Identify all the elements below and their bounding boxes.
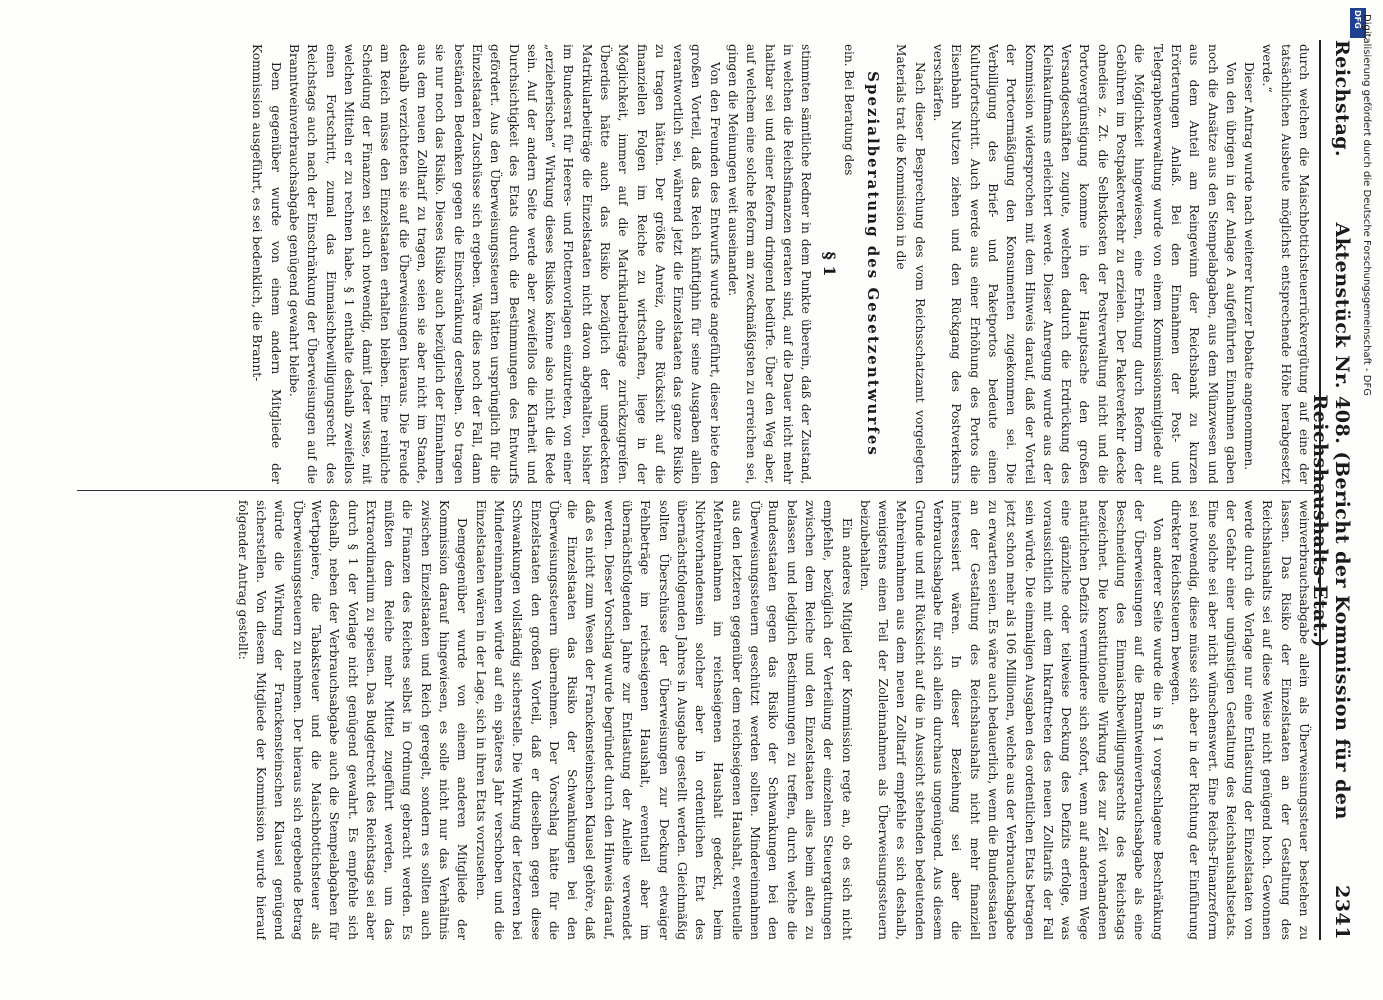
column-divider (77, 490, 1317, 491)
paragraph: weinverbrauchsabgabe allein als Überweisungssteuer bestehen zu lassen. Das Risiko der Einzelstaaten an der Gestaltung des Reichshaushalts sei auf diese Weise nicht genügend hoch. Gewonnen werde durch die Vorlage nur eine Entlastung der Einzelstaaten von der Gefahr einer ungünstigen Gestaltung des Reichshaushaltsetats. Eine solche sei aber nicht wünschenswert. Eine Reichs-Finanzreform sei notwendig, diese müsse sich aber in der Richtung der Einführung direkter Reichssteuern bewegen. (1168, 500, 1311, 940)
left-column (73, 44, 1313, 484)
paragraph: Von den übrigen in der Anlage A aufgeführten Einnahmen gaben noch die Ansätze aus den Stempelabgaben, aus dem Münzwesen und aus dem Anteil am Reingewinn der Reichsbank zu kurzen Erörterungen Anlaß. Bei den Einnahmen der Post- und Telegraphenverwaltung wurde von einem Kommissionsmitgliede auf die Möglichkeit hingewiesen, eine Erhöhung durch Reform der Gebühren im Postpaketverkehr zu erzielen. Der Paketverkehr decke ohnedies z. Zt. die Selbstkosten der Postverwaltung nicht und die Portovergünstigung komme in der Hauptsache den großen Versandgeschäften zugute, welchen dadurch die Erdrückung des Kleinkaufmanns erleichtert werde. Dieser Anregung wurde aus der Kommission widersprochen mit dem Hinweis darauf, daß der Vorteil der Portoermäßigung den Konsumenten zugekommen sei. Die Verbilligung des Brief- und Paketportos bedeute einen Kulturfortschritt. Auch werde aus einer Erhöhung des Portos die Eisenbahn Nutzen ziehen und den Rückgang des Postverkehrs verschärfen. (931, 44, 1238, 484)
paragraph: Von anderer Seite wurde die in § 1 vorgeschlagene Beschränkung der Überweisungen auf die Branntweinverbrauchsabgabe als eine Beschneidung des Einmaischbewilligungsrechts des Reichstags bezeichnet. Die konstitutionelle Wirkung des zur Zeit vorhandenen natürlichen Defizits vermindere sich sofort, wenn auf anderem Wege eine gänzliche oder teilweise Deckung des Defizits erfolge, was voraussichtlich mit dem Inkrafttreten des neuen Zolltarifs der Fall sein würde. Die einmaligen Ausgaben des ordentlichen Etats betragen jetzt schon mehr als 106 Millionen, welche aus der Verbrauchsabgabe zu erwarten seien. Es wäre auch bedauerlich, wenn die Bundesstaaten an der Gestaltung des Reichshaushalts nicht mehr finanziell interessiert wären. In dieser Beziehung sei aber die Verbrauchsabgabe für sich allein durchaus ungenügend. Aus diesem Grunde und mit Rücksicht auf die in Aussicht stehenden bedeutenden Mehreinnahmen aus dem neuen Zolltarif empfehle es sich deshalb, wenigstens einen Teil der Zolleinnahmen als Überweisungssteuern beizubehalten. (857, 500, 1165, 940)
paragraph: Von den Freunden des Entwurfs wurde angeführt, dieser biete den großen Vorteil, daß das Reich künftighin für seine Ausgaben allein verantwortlich sei, während jetzt die Einzelstaaten das ganze Risiko zu tragen hätten. Der größte Anreiz, ohne Rücksicht auf die finanziellen Folgen im Reiche zu wirtschaften, liege in der Möglichkeit, immer auf die Matrikularbeiträge zurückzugreifen. Überdies hätte auch das Risiko bezüglich der ungedeckten Matrikularbeiträge die Einzelstaaten nicht davon abgehalten, bisher im Bundesrat für Heeres- und Flottenvorlagen einzutreten, von einer „erzieherischen“ Wirkung dieses Risikos könne also nicht die Rede sein. Auf der andern Seite werde aber zweifellos die Klarheit und Durchsichtigkeit des Etats durch die Bestimmungen des Entwurfs gefördert. Aus den Überweisungssteuern hätten ursprünglich für die Einzelstaaten Zuschüsse sich ergeben. Wäre dies noch der Fall, dann beständen Bedenken gegen die Einschränkung derselben. So tragen sie nur noch das Risiko. Dieses Risiko auch bezüglich der Einnahmen aus dem neuen Zolltarif zu tragen, seien sie aber nicht im Stande, deshalb verzichteten sie auf die Überweisungen hieraus. Die Freude am Reich müsse den Einzelstaaten erhalten bleiben. Eine reinliche Scheidung der Finanzen sei auch notwendig, damit Jeder wisse, mit welchen Mitteln er zu rechnen habe. § 1 enthalte deshalb zweifellos einen Fortschritt, zumal das Einmaischbewilligungsrecht des Reichstags auch nach der Einschränkung der Überweisungen auf die Branntweinverbrauchsabgabe genügend gewahrt bleibe. (286, 44, 722, 484)
paragraph: Dem gegenüber wurde von einem andern Mitgliede der Kommission ausgeführt, es sei bedenklich, die Brannt- (250, 44, 283, 484)
paragraph: Ein anderes Mitglied der Kommission regte an, ob es sich nicht empfehle, bezüglich der Verteilung der einzelnen Steuergattungen zwischen dem Reiche und den Einzelstaaten alles beim alten zu belassen und lediglich Bestimmungen zu treffen, durch welche die Bundesstaaten gegen das Risiko der Schwankungen bei den Überweisungssteuern geschützt werden sollten. Mindereinnahmen aus den letzteren gegenüber dem reichseigenen Haushalt, eventuelle Mehreinnahmen im reichseigenen Haushalt gedeckt, beim Nichtvorhandensein solcher aber in ordentlichen Etat des übernächstfolgenden Jahres in Ausgabe gestellt werden. Gleichmäßig sollten Überschüsse der Überweisungen zur Deckung etwaiger Fehlbeträge im reichseigenen Haushalt, eventuell aber im übernächstfolgenden Jahre zur Entlastung der Anleihe verwendet werden. Dieser Vorschlag wurde begründet durch den Hinweis darauf, daß es nicht zum Wesen der Franckensteinschen Klausel gehöre, daß die Einzelstaaten das Risiko der Schwankungen bei den Überweisungssteuern übernehmen. Der Vorschlag hätte für die Einzelstaaten den großen Vorteil, daß er dieselben gegen diese Schwankungen vollständig sicherstelle. Die Wirkung der letzteren bei Mindereinnahmen würde auf ein späteres Jahr verschoben und die Einzelstaaten wären in der Lage, sich in ihren Etats vorzusehen. (473, 500, 854, 940)
page-number: 2341 (1331, 885, 1353, 940)
section-heading: Spezialberatung des Gesetzentwurfes (864, 71, 883, 457)
paragraph: Demgegenüber wurde von einem anderen Mitgliede der Kommission darauf hingewiesen, es solle nicht nur das Verhältnis zwischen Einzelstaaten und Reich geregelt, sondern es sollten auch die Finanzen des Reiches selbst in Ordnung gebracht werden. Es müßten dem Reiche mehr Mittel zugeführt werden, um das Extraordinarium zu speisen. Das Budgetrecht des Reichstags sei aber durch § 1 der Vorlage nicht genügend gewahrt. Es empfehle sich deshalb, neben der Verbrauchsabgabe auch die Stempelabgaben für Wertpapiere, die Tabaksteuer und die Maischbottichsteuer als Überweisungssteuern zu nehmen. Der hieraus sich ergebende Betrag würde die Wirkung der Franckensteinschen Klausel genügend sicherstellen. Von diesem Mitgliede der Kommission wurde hierauf folgender Antrag gestellt: (235, 500, 470, 940)
right-column (73, 500, 1313, 940)
dfg-logo: DFG (1350, 8, 1366, 38)
header-reichstag: Reichstag. (1331, 40, 1353, 158)
header-rule (1319, 40, 1321, 940)
paragraph: Nach dieser Besprechung des vom Reichsschatzamt vorgelegten Materials trat die Kommission in die (894, 44, 927, 484)
paragraph-sign: § 1 (819, 251, 839, 277)
paragraph: stimmten sämtliche Redner in dem Punkte überein, daß der Zustand, in welchen die Reichsfinanzen geraten sind, auf die Dauer nicht mehr haltbar sei und einer Reform dringend bedürfe. Über den Weg aber, auf welchem eine solche Reform am zweckmäßigsten zu erreichen sei, gingen die Meinungen weit auseinander. (726, 44, 814, 484)
digitization-sidebar (1342, 0, 1372, 1000)
paragraph: durch welchen die Maischbottichsteuerrückvergütung auf eine der tatsächlichen Ausbeute möglichst entsprechende Höhe herabgesetzt werde.“ (1260, 44, 1311, 484)
paragraph: Dieser Antrag wurde nach weiterer kurzer Debatte angenommen. (1242, 62, 1257, 471)
section-subline: ein. Bei Beratung des (841, 44, 856, 176)
digitization-credit: Digitalisierung gefördert durch die Deutsche Forschungsgemeinschaft - DFG (1361, 14, 1372, 397)
header-title: Aktenstück Nr. 408. (Bericht der Kommission für den Reichshaushalts-Etat.) (1309, 222, 1353, 820)
